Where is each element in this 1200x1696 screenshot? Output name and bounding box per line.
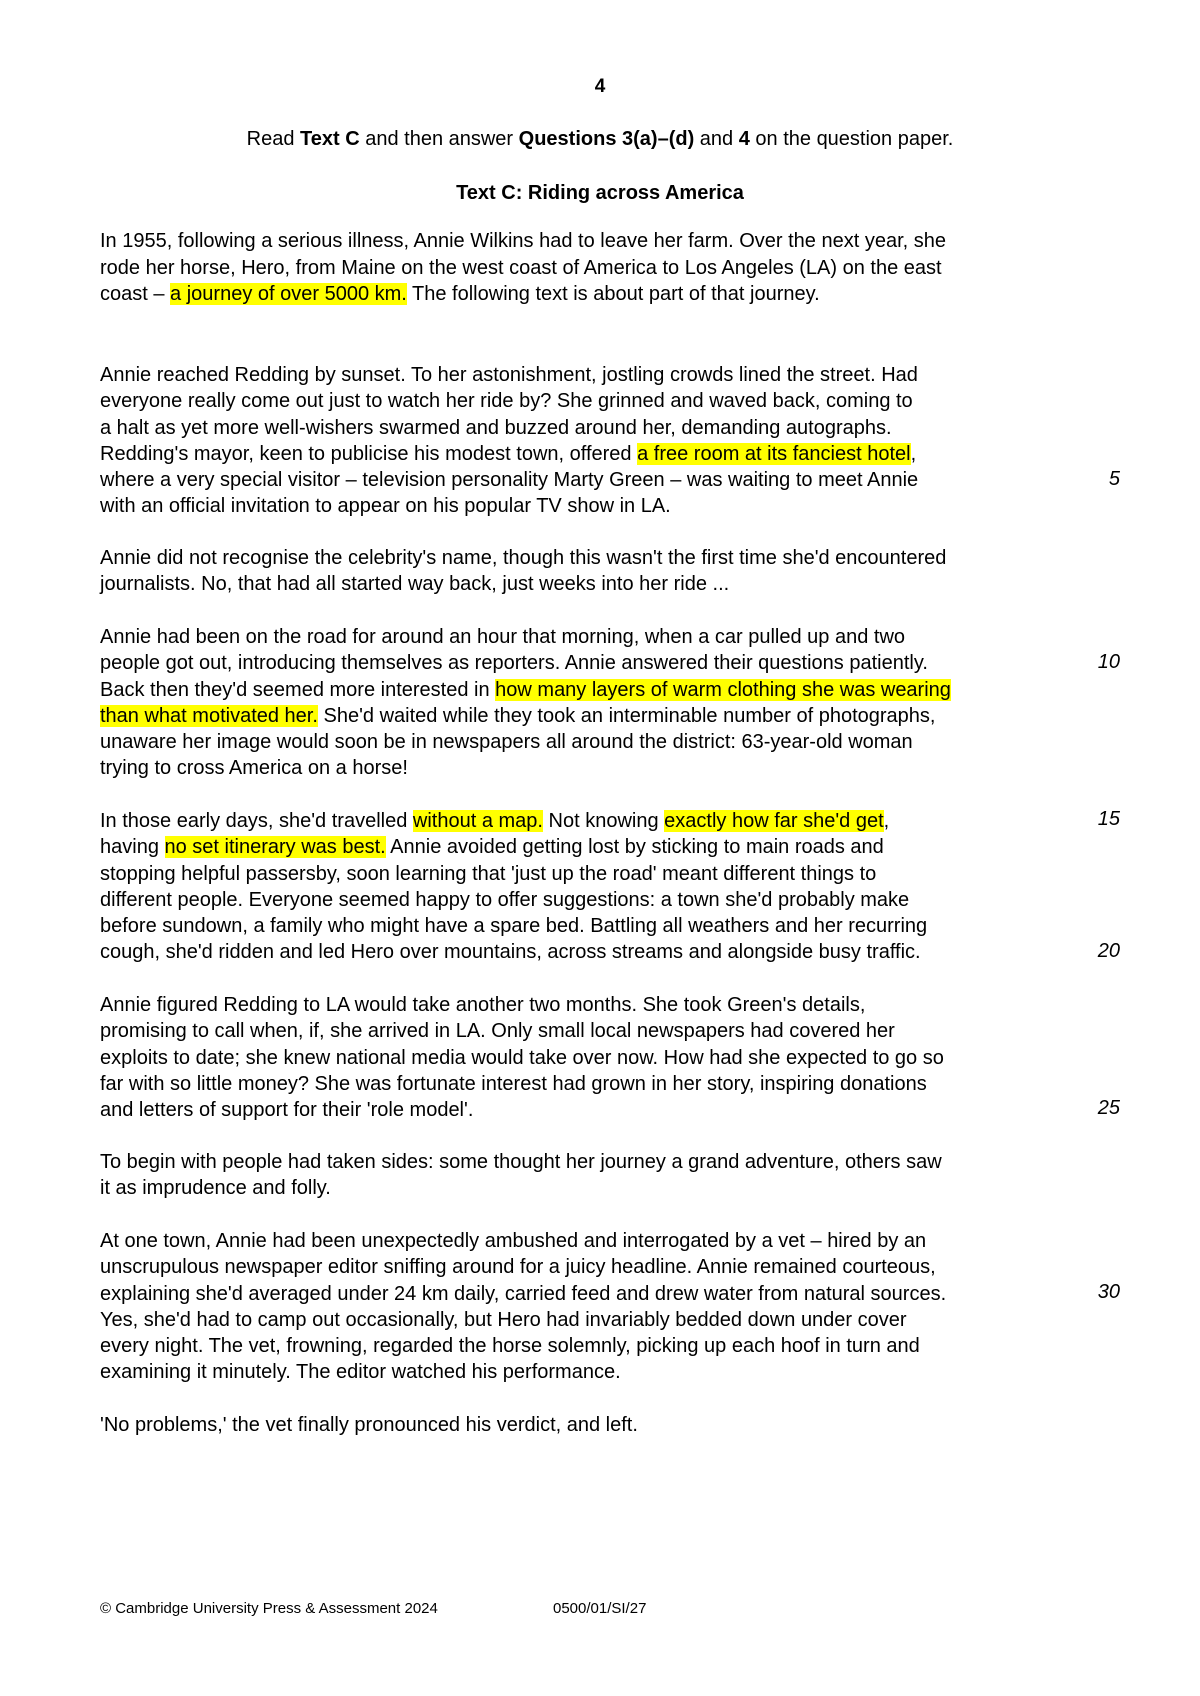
highlight: exactly how far she'd get [664, 810, 884, 832]
text-line: everyone really come out just to watch her ride by? She grinned and waved back, coming to [100, 390, 913, 413]
text-line: with an official invitation to appear on his popular TV show in LA. [100, 495, 671, 518]
instruction-middle: and then answer [359, 128, 519, 150]
line-number: 25 [1097, 1097, 1120, 1119]
text-line: Back then they'd seemed more interested in how many layers of warm clothing she was wearing [100, 678, 951, 701]
text-line: Yes, she'd had to camp out occasionally, but Hero had invariably bedded down under cover [100, 1308, 907, 1331]
instruction-questions: Questions 3(a)–(d) [518, 128, 695, 150]
text-line: different people. Everyone seemed happy to offer suggestions: a town she'd probably make [100, 888, 910, 911]
intro-line: In 1955, following a serious illness, Annie Wilkins had to leave her farm. Over the next year, she [100, 230, 946, 252]
instruction-read: Read [246, 128, 301, 150]
text-line: Annie did not recognise the celebrity's name, though this wasn't the first time she'd encountered [100, 547, 947, 569]
line-number: 10 [1097, 651, 1120, 673]
paragraph-7 [100, 1228, 1060, 1386]
instruction-and: and [694, 128, 739, 150]
text-line: a halt as yet more well-wishers swarmed and buzzed around her, demanding autographs. [100, 416, 892, 439]
text-line: 'No problems,' the vet finally pronounced his verdict, and left. [100, 1414, 638, 1436]
text-line: trying to cross America on a horse! [100, 757, 408, 780]
text-line: people got out, introducing themselves as reporters. Annie answered their questions patiently. [100, 652, 928, 675]
text-line: Annie reached Redding by sunset. To her astonishment, jostling crowds lined the street. Had [100, 364, 918, 386]
paragraph-5 [100, 992, 1060, 1123]
footer-copyright: © Cambridge University Press & Assessment 2024 [100, 1600, 438, 1617]
text-line: explaining she'd averaged under 24 km daily, carried feed and drew water from natural sources. [100, 1282, 947, 1305]
line-number: 5 [1108, 468, 1120, 490]
highlight: how many layers of warm clothing she was wearing [495, 678, 951, 701]
text-line: where a very special visitor – television personality Marty Green – was waiting to meet Annie [100, 469, 919, 492]
line-number: 20 [1097, 940, 1120, 962]
text-line: stopping helpful passersby, soon learning that 'just up the road' meant different things to [100, 862, 877, 885]
text-line: unscrupulous newspaper editor sniffing around for a juicy headline. Annie remained courteous, [100, 1256, 936, 1279]
text-line: journalists. No, that had all started way back, just weeks into her ride ... [100, 573, 730, 596]
paragraph-1 [100, 362, 1060, 520]
instruction-q4: 4 [738, 128, 750, 150]
text-line: Annie had been on the road for around an hour that morning, when a car pulled up and two [100, 626, 906, 648]
paragraph-3 [100, 624, 1060, 782]
text-line: At one town, Annie had been unexpectedly ambushed and interrogated by a vet – hired by an [100, 1230, 927, 1252]
text-line: before sundown, a family who might have a spare bed. Battling all weathers and her recurring [100, 915, 928, 938]
page-number: 4 [594, 76, 606, 97]
instruction [0, 128, 1200, 151]
intro-line: rode her horse, Hero, from Maine on the west coast of America to Los Angeles (LA) on the east [100, 256, 942, 279]
intro-line: coast – a journey of over 5000 km. The following text is about part of that journey. [100, 283, 820, 305]
text-line: unaware her image would soon be in newspapers all around the district: 63-year-old woman [100, 731, 913, 754]
text-line: than what motivated her. She'd waited while they took an interminable number of photographs, [100, 704, 936, 727]
paragraph-8 [100, 1412, 1060, 1438]
highlight: without a map. [412, 810, 543, 832]
text-line: having no set itinerary was best. Annie avoided getting lost by sticking to main roads and [100, 836, 884, 859]
text-line: To begin with people had taken sides: some thought her journey a grand adventure, others saw [100, 1151, 942, 1173]
text-line: Redding's mayor, keen to publicise his modest town, offered a free room at its fanciest hotel, [100, 442, 917, 465]
highlight: a journey of over 5000 km. [170, 283, 407, 305]
highlight: no set itinerary was best. [164, 836, 386, 859]
paragraph-2 [100, 545, 1060, 598]
highlight: a free room at its fanciest hotel [637, 442, 911, 465]
intro-paragraph [100, 228, 1060, 308]
text-line: Annie figured Redding to LA would take another two months. She took Green's details, [100, 994, 866, 1016]
text-line: and letters of support for their 'role model'. [100, 1099, 474, 1122]
highlight: than what motivated her. [100, 704, 318, 727]
instruction-end: on the question paper. [749, 128, 954, 150]
line-number: 30 [1097, 1281, 1120, 1303]
text-line: it as imprudence and folly. [100, 1177, 331, 1200]
text-line: far with so little money? She was fortunate interest had grown in her story, inspiring donations [100, 1072, 927, 1095]
instruction-text-c: Text C [300, 128, 360, 150]
text-line: examining it minutely. The editor watched his performance. [100, 1361, 621, 1384]
paragraph-6 [100, 1149, 1060, 1202]
paragraph-4 [100, 808, 1060, 966]
text-title: Text C: Riding across America [456, 182, 744, 204]
text-line: cough, she'd ridden and led Hero over mountains, across streams and alongside busy traffic. [100, 941, 921, 964]
text-line: In those early days, she'd travelled without a map. Not knowing exactly how far she'd get, [100, 810, 890, 832]
text-line: exploits to date; she knew national media would take over now. How had she expected to go so [100, 1046, 944, 1069]
footer-code: 0500/01/SI/27 [553, 1600, 647, 1617]
line-number: 15 [1097, 808, 1120, 830]
text-line: every night. The vet, frowning, regarded the horse solemnly, picking up each hoof in turn and [100, 1335, 920, 1358]
text-line: promising to call when, if, she arrived in LA. Only small local newspapers had covered her [100, 1020, 895, 1043]
